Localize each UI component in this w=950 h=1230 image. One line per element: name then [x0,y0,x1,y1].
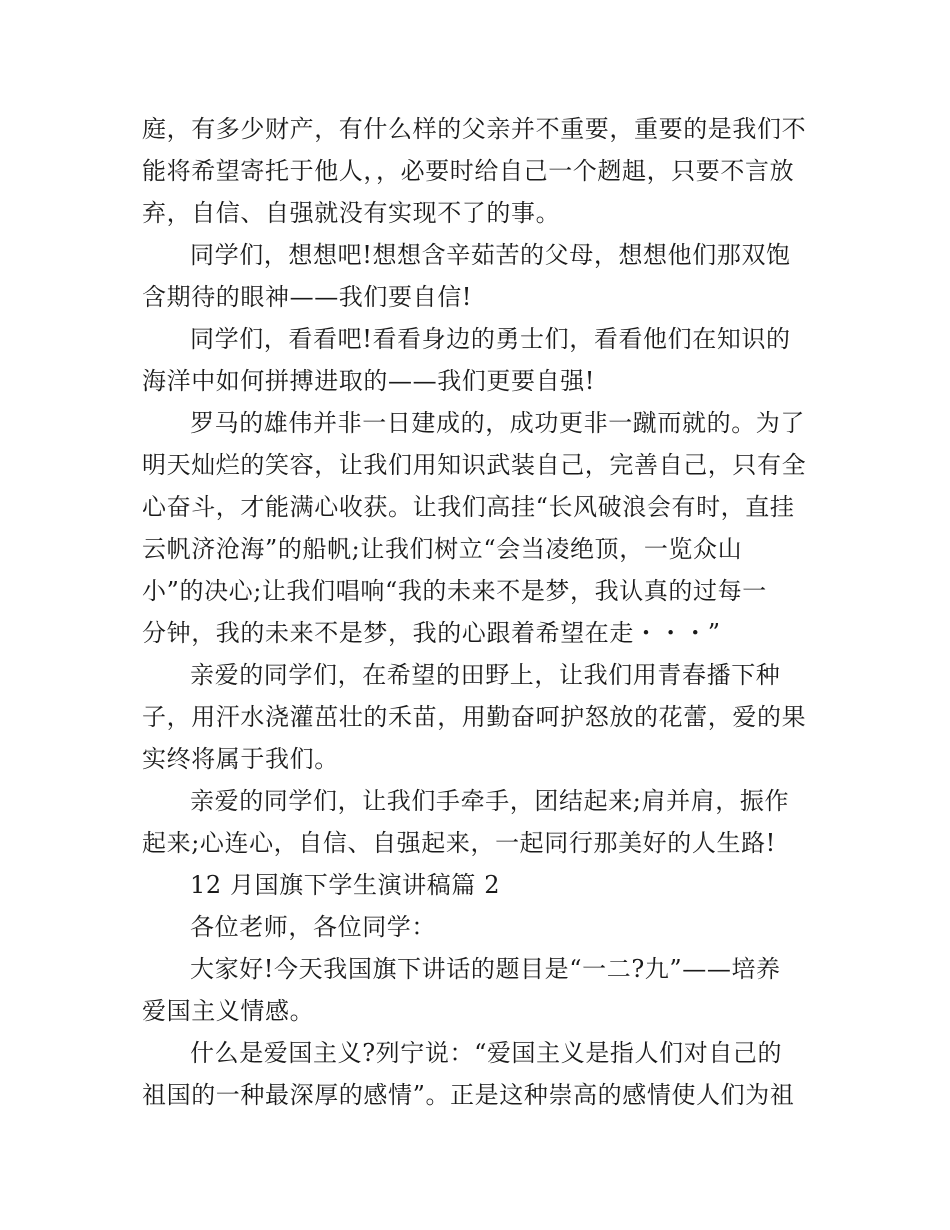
section-heading: 12 月国旗下学生演讲稿篇 2 [190,871,501,899]
paragraph-start-line: 同学们，想想吧!想想含辛茹苦的父母，想想他们那双饱 [190,241,791,269]
text-line: 庭，有多少财产，有什么样的父亲并不重要，重要的是我们不 [142,115,807,143]
text-line: 弃，自信、自强就没有实现不了的事。 [142,199,561,227]
text-line: 含期待的眼神——我们要自信! [142,283,473,311]
text-line: 爱国主义情感。 [142,997,315,1025]
paragraph-start-line: 同学们，看看吧!看看身边的勇士们，看看他们在知识的 [190,325,791,353]
text-line: 云帆济沧海”的船帆;让我们树立“会当凌绝顶，一览众山 [142,535,743,563]
text-line: 能将希望寄托于他人，，必要时给自己一个趔趄，只要不言放 [142,157,795,185]
salutation-line: 各位老师，各位同学： [190,913,436,941]
text-line: 分钟，我的未来不是梦，我的心跟着希望在走・・・” [142,619,721,647]
paragraph-start-line: 大家好!今天我国旗下讲话的题目是“一二?九”——培养 [190,955,781,983]
text-line: 明天灿烂的笑容，让我们用知识武装自己，完善自己，只有全 [142,451,807,479]
text-line: 海洋中如何拼搏进取的——我们更要自强! [142,367,596,395]
text-line: 小”的决心;让我们唱响“我的未来不是梦，我认真的过每一 [142,577,767,605]
text-line: 祖国的一种最深厚的感情”。正是这种崇高的感情使人们为祖 [142,1081,795,1109]
paragraph-start-line: 亲爱的同学们，让我们手牵手，团结起来;肩并肩，振作 [190,787,790,815]
text-line: 子，用汗水浇灌茁壮的禾苗，用勤奋呵护怒放的花蕾，爱的果 [142,703,807,731]
paragraph-start-line: 什么是爱国主义?列宁说：“爱国主义是指人们对自己的 [190,1039,783,1067]
text-line: 起来;心连心，自信、自强起来，一起同行那美好的人生路! [142,829,776,857]
paragraph-start-line: 罗马的雄伟并非一日建成的，成功更非一蹴而就的。为了 [190,409,805,437]
paragraph-start-line: 亲爱的同学们，在希望的田野上，让我们用青春播下种 [190,661,781,689]
text-line: 实终将属于我们。 [142,745,339,773]
text-line: 心奋斗，才能满心收获。让我们高挂“长风破浪会有时，直挂 [142,493,795,521]
